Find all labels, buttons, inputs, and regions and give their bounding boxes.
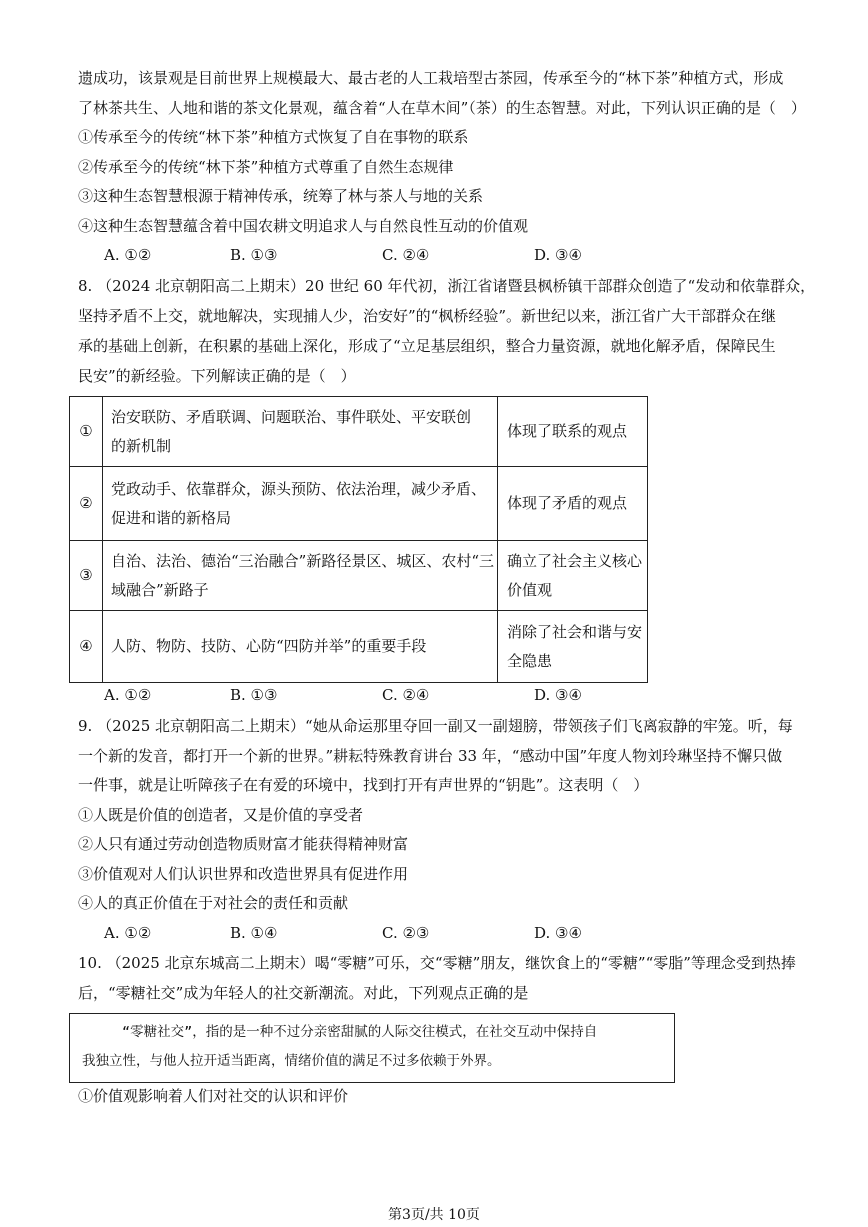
row-judgement	[498, 397, 648, 467]
row-content-line: 的新机制	[111, 436, 172, 455]
q8-option-c: C. ②④	[382, 686, 430, 704]
q8-option-b: B. ①③	[230, 686, 278, 704]
row-content-line: 促进和谐的新格局	[111, 508, 232, 527]
q10-line-1: 10. （2025 北京东城高二上期末）喝“零糖”可乐，交“零糖”朋友，继饮食上的“零糖”“零脂”等理念受到热捧	[78, 954, 796, 972]
row-judgement-line: 全隐患	[507, 651, 553, 670]
row-judgement	[498, 467, 648, 541]
quote-line-2: 我独立性，与他人拉开适当距离，情绪价值的满足不过多依赖于外界。	[82, 1053, 501, 1069]
q8-line-4: 民安”的新经验。下列解读正确的是（ ）	[78, 367, 356, 385]
row-content	[103, 541, 498, 611]
row-number: ④	[70, 611, 103, 683]
q7-statement-2: ②传承至今的传统“林下茶”种植方式尊重了自然生态规律	[78, 158, 454, 176]
table-row	[70, 611, 648, 683]
q9-options	[104, 923, 582, 943]
row-judgement	[498, 611, 648, 683]
q8-table	[69, 396, 648, 683]
q7-option-b: B. ①③	[230, 246, 278, 264]
table-row	[70, 467, 648, 541]
q8-line-3: 承的基础上创新，在积累的基础上深化，形成了“立足基层组织，整合力量资源，就地化解矛盾，保障民生	[78, 337, 776, 355]
q9-option-d: D. ③④	[534, 924, 582, 942]
q7-option-a: A. ①②	[104, 246, 152, 264]
row-judgement-line: 消除了社会和谐与安	[507, 622, 643, 641]
q9-line-2: 一个新的发音，都打开一个新的世界。”耕耘特殊教育讲台 33 年，“感动中国”年度人物刘玲琳坚持不懈只做	[78, 747, 783, 765]
row-judgement-line: 体现了联系的观点	[507, 422, 628, 440]
row-number: ②	[70, 467, 103, 541]
q7-line-1: 遗成功，该景观是目前世界上规模最大、最古老的人工栽培型古茶园，传承至今的“林下茶”种植方式，形成	[78, 69, 784, 87]
row-content-line: 党政动手、依靠群众，源头预防、依法治理，减少矛盾、	[111, 479, 487, 498]
table-row	[70, 541, 648, 611]
q8-line-2: 坚持矛盾不上交，就地解决，实现捕人少，治安好”的“枫桥经验”。新世纪以来，浙江省广大干部群众在继	[78, 307, 777, 325]
q10-statement-1: ①价值观影响着人们对社交的认识和评价	[78, 1087, 349, 1105]
q10-line-2: 后，“零糖社交”成为年轻人的社交新潮流。对此，下列观点正确的是	[78, 984, 529, 1002]
q9-option-b: B. ①④	[230, 924, 278, 942]
page-footer: 第3页/共 10页	[388, 1207, 480, 1223]
row-content-line: 自治、法治、德治“三治融合”新路径景区、城区、农村“三	[111, 551, 495, 570]
row-content	[103, 611, 498, 683]
row-content-line: 域融合”新路子	[111, 580, 209, 599]
row-judgement-line: 体现了矛盾的观点	[507, 494, 628, 512]
q9-option-c: C. ②③	[382, 924, 430, 942]
row-number: ①	[70, 397, 103, 467]
q8-option-d: D. ③④	[534, 686, 582, 704]
q9-line-3: 一件事，就是让听障孩子在有爱的环境中，找到打开有声世界的“钥匙”。这表明（ ）	[78, 776, 649, 794]
row-number: ③	[70, 541, 103, 611]
row-content	[103, 467, 498, 541]
row-content-line: 人防、物防、技防、心防“四防并举”的重要手段	[111, 637, 427, 655]
row-content	[103, 397, 498, 467]
q9-statement-2: ②人只有通过劳动创造物质财富才能获得精神财富	[78, 835, 409, 853]
q7-statement-4: ④这种生态智慧蕴含着中国农耕文明追求人与自然良性互动的价值观	[78, 217, 529, 235]
row-content-line: 治安联防、矛盾联调、问题联治、事件联处、平安联创	[111, 407, 472, 426]
table-row	[70, 397, 648, 467]
row-judgement	[498, 541, 648, 611]
row-judgement-line: 确立了社会主义核心	[507, 551, 643, 570]
q7-statement-3: ③这种生态智慧根源于精神传承，统筹了林与茶人与地的关系	[78, 187, 484, 205]
q10-quote-box	[69, 1013, 675, 1083]
q7-option-d: D. ③④	[534, 246, 582, 264]
q8-option-a: A. ①②	[104, 686, 152, 704]
q9-option-a: A. ①②	[104, 924, 152, 942]
q8-line-1: 8. （2024 北京朝阳高二上期末）20 世纪 60 年代初，浙江省诸暨县枫桥镇干部群众创造了“发动和依靠群众，	[78, 277, 816, 295]
q9-line-1: 9. （2025 北京朝阳高二上期末）“她从命运那里夺回一副又一副翅膀，带领孩子们飞离寂静的牢笼。听，每	[78, 717, 793, 735]
q9-statement-3: ③价值观对人们认识世界和改造世界具有促进作用	[78, 865, 409, 883]
q9-statement-1: ①人既是价值的创造者，又是价值的享受者	[78, 806, 364, 824]
q7-option-c: C. ②④	[382, 246, 430, 264]
q7-options	[104, 245, 582, 265]
row-judgement-line: 价值观	[507, 580, 553, 599]
quote-line-1: “零糖社交”，指的是一种不过分亲密甜腻的人际交往模式，在社交互动中保持自	[122, 1024, 598, 1040]
q8-options	[104, 685, 582, 705]
q7-statement-1: ①传承至今的传统“林下茶”种植方式恢复了自在事物的联系	[78, 128, 469, 146]
q7-line-2: 了林茶共生、人地和谐的茶文化景观，蕴含着“人在草木间”（茶）的生态智慧。对此，下列认识正确的是（ ）	[78, 99, 806, 117]
q9-statement-4: ④人的真正价值在于对社会的责任和贡献	[78, 894, 349, 912]
